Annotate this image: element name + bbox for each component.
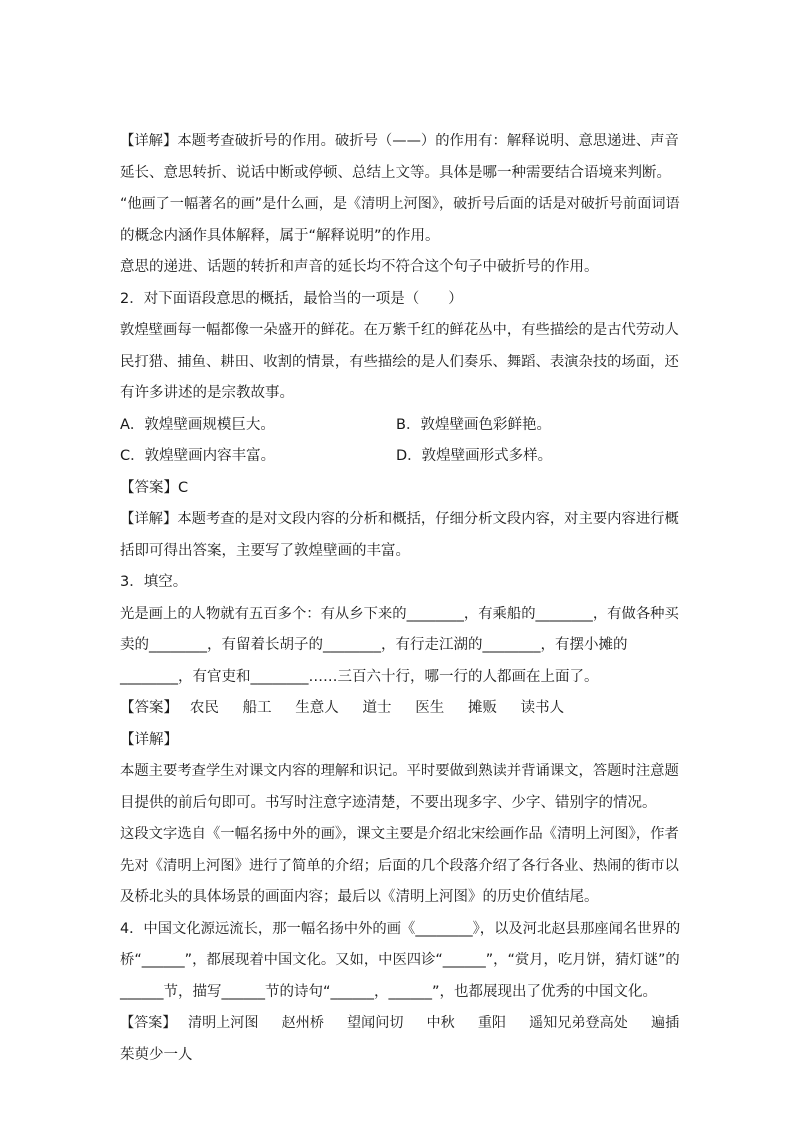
question-4-stem: 4．中国文化源远流长，那一幅名扬中外的画《________》，以及河北赵县那座闻名世界的 bbox=[120, 920, 681, 937]
explanation-line: 【详解】本题考查的是对文段内容的分析和概括，仔细分析文段内容，对主要内容进行概 bbox=[120, 511, 679, 527]
explanation-line: 本题主要考查学生对课文内容的理解和识记。平时要做到熟读并背诵课文，答题时注意题 bbox=[120, 763, 679, 779]
fill-blank-line: ________，有官吏和________……三百六十行，哪一行的人都画在上面了。 bbox=[120, 668, 599, 685]
explanation-line: 的概念内涵作具体解释，属于“解释说明”的作用。 bbox=[120, 227, 440, 244]
answer-line: 【答案】 清明上河图 赵州桥 望闻问切 中秋 重阳 遥知兄弟登高处 遍插 bbox=[120, 1015, 680, 1031]
option-b: B．敦煌壁画色彩鲜艳。 bbox=[396, 416, 551, 433]
explanation-line: 及桥北头的具体场景的画面内容；最后以《清明上河图》的历史价值结尾。 bbox=[120, 889, 599, 905]
fill-blank-line: 卖的________，有留着长胡子的________，有行走江湖的________，有摆小摊的 bbox=[120, 637, 628, 653]
explanation-line: 这段文字选自《一幅名扬中外的画》，课文主要是介绍北宋绘画作品《清明上河图》，作者 bbox=[120, 826, 679, 842]
answer-line: 【答案】C bbox=[120, 479, 189, 496]
explanation-line: 延长、意思转折、说话中断或停顿、总结上文等。具体是哪一种需要结合语境来判断。 bbox=[120, 164, 671, 181]
passage-line: 有许多讲述的是宗教故事。 bbox=[120, 385, 294, 401]
passage-line: 敦煌壁画每一幅都像一朵盛开的鲜花。在万紫千红的鲜花丛中，有些描绘的是古代劳动人 bbox=[120, 322, 679, 338]
passage-line: 民打猎、捕鱼、耕田、收割的情景，有些描绘的是人们奏乐、舞蹈、表演杂技的场面，还 bbox=[120, 353, 679, 370]
answer-line: 茱萸少一人 bbox=[120, 1046, 193, 1063]
question-4-line: 桥“______”，都展现着中国文化。又如，中医四诊“______”，“赏月，吃月饼，猜灯谜”的 bbox=[120, 952, 680, 968]
question-4-line: ______节，描写______节的诗句“______，______”，也都展现出了优秀的中国文化。 bbox=[120, 983, 658, 1000]
explanation-line: “他画了一幅著名的画”是什么画，是《清明上河图》，破折号后面的话是对破折号前面词语 bbox=[120, 196, 680, 212]
question-2-stem: 2．对下面语段意思的概括，最恰当的一项是（ ） bbox=[120, 290, 463, 307]
explanation-line: 括即可得出答案，主要写了敦煌壁画的丰富。 bbox=[120, 542, 410, 559]
explanation-line: 先对《清明上河图》进行了简单的介绍；后面的几个段落介绍了各行各业、热闹的街市以 bbox=[120, 857, 679, 874]
fill-blank-line: 光是画上的人物就有五百多个：有从乡下来的________，有乘船的________，有做各种买 bbox=[120, 605, 679, 622]
option-d: D．敦煌壁画形式多样。 bbox=[396, 448, 553, 464]
answer-line: 【答案】 农民 船工 生意人 道士 医生 摊贩 读书人 bbox=[120, 700, 565, 716]
question-3-stem: 3．填空。 bbox=[120, 574, 188, 590]
explanation-heading: 【详解】 bbox=[120, 731, 178, 748]
option-c: C．敦煌壁画内容丰富。 bbox=[120, 448, 276, 464]
options-row-2 bbox=[120, 441, 680, 473]
options-row-1 bbox=[120, 410, 680, 442]
explanation-line: 目提供的前后句即可。书写时注意字迹清楚，不要出现多字、少字、错别字的情况。 bbox=[120, 794, 657, 811]
explanation-line: 【详解】本题考查破折号的作用。破折号（——）的作用有：解释说明、意思递进、声音 bbox=[120, 133, 679, 149]
document-page bbox=[120, 126, 680, 1071]
explanation-line: 意思的递进、话题的转折和声音的延长均不符合这个句子中破折号的作用。 bbox=[120, 259, 599, 275]
option-a: A．敦煌壁画规模巨大。 bbox=[120, 416, 275, 433]
